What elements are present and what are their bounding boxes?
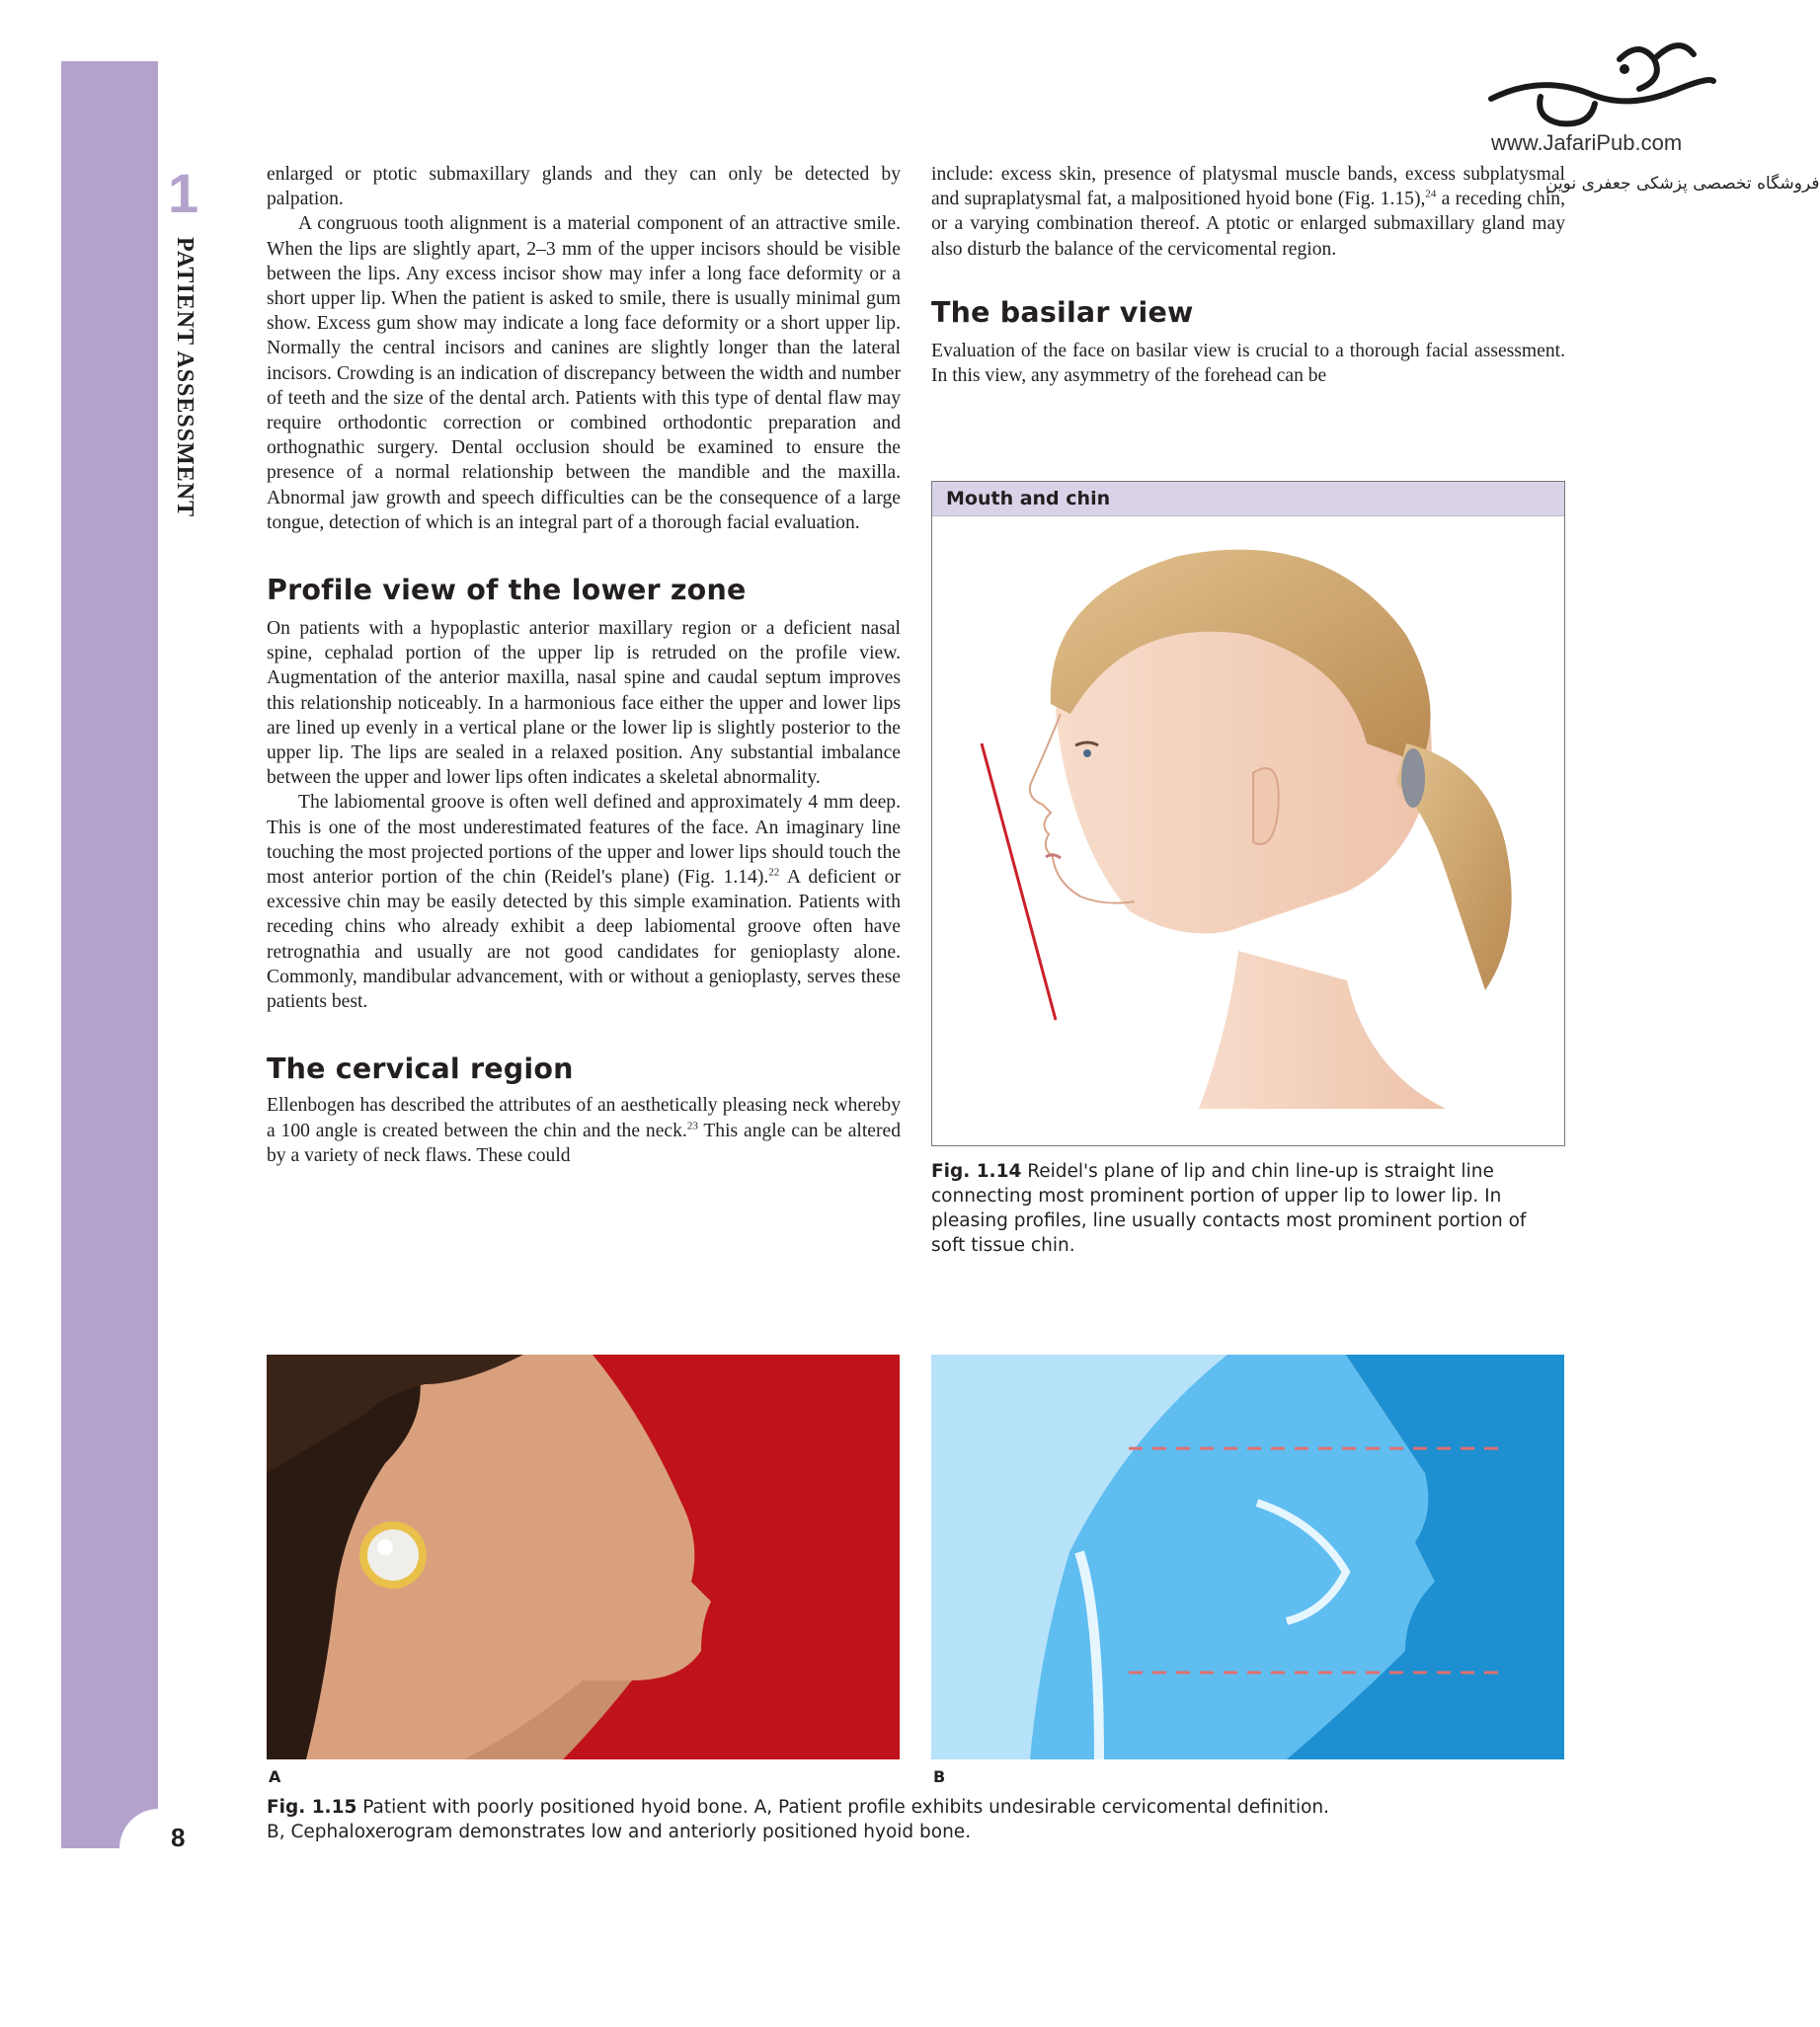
chapter-title: PATIENT ASSESSMENT	[172, 237, 198, 518]
left-column	[267, 162, 901, 1168]
chapter-number: 1	[168, 162, 199, 224]
publisher-url: www.JafariPub.com	[1491, 130, 1683, 155]
figure-box-title: Mouth and chin	[932, 482, 1564, 516]
photo-label-a: A	[269, 1767, 281, 1786]
page-number: 8	[171, 1823, 186, 1852]
reference-superscript: 23	[686, 1119, 698, 1131]
figure-1-14-caption: Fig. 1.14 Reidel's plane of lip and chin line-up is straight line connecting most prominent portion of upper lip to lower lip. In pleasing profiles, line usually contacts most prominent portion of soft tissue chin.	[931, 1161, 1527, 1256]
figure-1-15-caption: Fig. 1.15 Patient with poorly positioned hyoid bone. A, Patient profile exhibits undesirable cervicomental definition. B, Cephaloxerogram demonstrates low and anteriorly positioned hyoid bone.	[267, 1797, 1330, 1842]
chapter-side-tab	[61, 61, 158, 1848]
paragraph: enlarged or ptotic submaxillary glands and they can only be detected by palpation.	[267, 164, 901, 210]
reidel-plane-line	[982, 743, 1056, 1020]
paragraph: Ellenbogen has described the attributes of an aesthetically pleasing neck whereby a 100 angle is created between the chin and the neck.$^{23}$ This angle can be altered by a variety of neck flaws. These could	[267, 1095, 902, 1166]
paragraph: include: excess skin, presence of platysmal muscle bands, excess subplatysmal and supraplatysmal fat, a malpositioned hyoid bone (Fig. 1.15),$^{24}$ a receding chin, or a varying combination thereof. A ptotic or enlarged submaxillary gland may also disturb the balance of the cervicomental region.	[931, 164, 1565, 260]
cephaloxerogram-image	[931, 1355, 1564, 1759]
figure-1-14-box	[931, 481, 1565, 1146]
reference-superscript: 24	[1425, 188, 1437, 200]
right-column	[931, 162, 1565, 388]
section-heading-profile: Profile view of the lower zone	[267, 574, 747, 607]
patient-profile-photo	[267, 1355, 900, 1759]
section-heading-basilar: The basilar view	[931, 295, 1194, 329]
profile-illustration	[932, 516, 1564, 1144]
publisher-tagline: فروشگاه تخصصی پزشکی جعفری نوین	[1545, 174, 1820, 194]
paragraph: A congruous tooth alignment is a material component of an attractive smile. When the lips are slightly apart, 2–3 mm of the upper incisors should be visible between the lips. Any excess incisor show may infer a long face deformity or a short upper lip. When the patient is asked to smile, there is usually minimal gum show. Excess gum show may indicate a long face deformity or a short upper lip. Normally the central incisors and canines are slightly longer than the lateral incisors. Crowding is an indication of discrepancy between the width and number of teeth and the size of the dental arch. Patients with this type of dental flaw may require orthodontic correction or combined orthodontic preparation and orthognathic surgery. Dental occlusion should be examined to ensure the presence of a normal relationship between the mandible and the maxilla. Abnormal jaw growth and speech difficulties can be the consequence of a large tongue, detection of which is an integral part of a thorough facial evaluation.	[267, 213, 901, 533]
reference-superscript: 22	[768, 866, 780, 879]
photo-label-b: B	[933, 1767, 946, 1786]
paragraph: Evaluation of the face on basilar view is crucial to a thorough facial assessment. In this view, any asymmetry of the forehead can be	[931, 340, 1565, 387]
paragraph: On patients with a hypoplastic anterior maxillary region or a deficient nasal spine, cephalad portion of the upper lip is retruded on the profile view. Augmentation of the anterior maxilla, nasal spine and caudal septum improves this relationship noticeably. In a harmonious face either the upper and lower lips are lined up evenly in a vertical plane or the lower lip is slightly posterior to the upper lip. The lips are sealed in a relaxed position. Any substantial imbalance between the upper and lower lips often indicates a skeletal abnormality.	[267, 618, 901, 789]
section-heading-cervical: The cervical region	[267, 1052, 574, 1086]
paragraph: The labiomental groove is often well defined and approximately 4 mm deep. This is one of the most underestimated features of the face. An imaginary line touching the most projected portions of the upper and lower lips should touch the most anterior portion of the chin (Reidel's plane) (Fig. 1.14).$^{22}$ A deficient or excessive chin may be easily detected by this simple examination. Patients with receding chins who already exhibit a deep labiomental groove often have retrognathia and usually are not good candidates for genioplasty alone. Commonly, mandibular advancement, with or without a genioplasty, serves these patients best.	[267, 792, 901, 1013]
